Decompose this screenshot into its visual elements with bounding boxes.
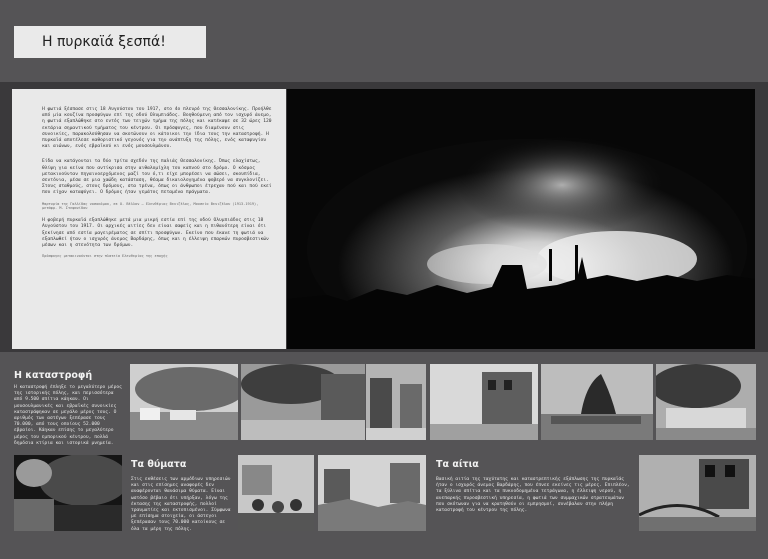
catastrophe-photo-3	[366, 364, 426, 440]
catastrophe-photo-1	[130, 364, 238, 440]
victims-fire-photo	[14, 455, 122, 531]
catastrophe-photo-6	[656, 364, 756, 440]
victims-text: Στις εκθέσεις των αρμόδιων υπηρεσιών και στις επίσημες αναφορές δεν αναφέρονται θανάσιμα θύματα. Είναι ωστόσο βέβαιο ότι υπήρξαν, λόγω της έκτασης της καταστροφής, πολλοί τραυματίες και εκτοπισμένοι. Σύμφωνα με επίσημα στοιχεία, οι άστεγοι ξεπέρασαν τους 70.000 κατοίκους σε όλα τα μέρη της πόλης.	[131, 477, 231, 532]
night-fire-image	[287, 89, 755, 349]
intro-paragraph-3: Η φοβερή πυρκαϊά εξαπλώθηκε μετά μια μικρή εστία επί της οδού Ολυμπιάδος στις 18 Αυγούστου του 1917. Οι αρχικές αιτίες δεν είναι σαφείς και η πιθανότερη είναι ότι ξεκίνησε από εστία μαγειρέματος σε σπίτι προσφύγων. Εκείνο που έκανε τη φωτιά να εξαπλωθεί ήταν ο ισχυρός άνεμος Βαρδάρης, όπως και η έλλειψη επαρκών πυροσβεστικών μέσων και η στενότητα των δρόμων.	[42, 218, 269, 249]
causes-title: Τα αίτια	[436, 459, 479, 470]
victims-crowd-photo	[238, 455, 314, 531]
intro-text-panel	[12, 89, 286, 349]
catastrophe-photo-2	[241, 364, 365, 440]
victims-title: Τα θύματα	[131, 459, 187, 470]
catastrophe-photo-4	[430, 364, 538, 440]
catastrophe-text: Η καταστροφή έπληξε το μεγαλύτερο μέρος της ιστορικής πόλης, και περισσότερα από 9.500 σπίτια κάηκαν. Οι μουσουλμανικές και εβραϊκές συνοικίες καταστράφηκαν σε μεγάλο μέρος τους. Ο αριθμός των αστέγων ξεπέρασε τους 70.000, από τους οποίους 52.000 εβραίοι. Κάηκαν επίσης το μεγαλύτερο μέρος του εμπορικού κέντρου, πολλά δημόσια κτίρια και ιστορικά μνημεία.	[14, 385, 122, 446]
header-title-box	[14, 26, 206, 58]
page-title: Η πυρκαϊά ξεσπά!	[42, 34, 166, 50]
intro-quote: Είδα να κατάγονται τα δύο τρίτα σχεδόν της παλιάς Θεσσαλονίκης. Όπως ελαχίστως, θλίψη για κείνα που αντίκρισα στην αιθαλομίχλη του καπνού στο δρόμο. Ο κόσμος μετακινούνταν πηγαινοερχόμενος μαζί του ό,τι είχε μπορέσει να σώσει, σκουπίδια, σεντόνια, μέσα σε μια χαώδη κατάσταση, θέαμα δικαιολογημένα φοβερό να συγκλονίζει. Στους σταθμούς, στους δρόμους, στα τρένα, όπως οι άνθρωποι έτρεχαν πού και πού εκεί που είχαν καταφύγει. Ο δρόμος ήταν γεμάτος πεταμένα πράγματα.	[42, 159, 272, 196]
victims-ruins-photo	[318, 455, 426, 531]
causes-firefighters-photo	[639, 455, 756, 531]
intro-caption-1: Μαρτυρία της Γαλλίδας νοσοκόμου, σε Ο. Βέλλον – Ελευθέριος Βενιζέλος, Μουσείο Βενιζέλου (1913-1919), μετάφρ. Μ. Στεφανίδου	[42, 201, 259, 211]
intro-paragraph-1: Η φωτιά ξέσπασε στις 18 Αυγούστου του 1917, στο 4ο πλευρό της Θεσσαλονίκης. Προήλθε από μία κουζίνα προσφύγων επί της οδού Ολυμπιάδος. Βοηθούμενη από τον ισχυρό άνεμο, η φωτιά εξαπλώθηκε στο εντός των τειχών τμήμα της πόλης και κατέκαψε σε 32 ώρες 120 εκτάρια σημαντικού τμήματος του κέντρου. Οι πρόσφυγες, που διαμένουν στις συνοικίες, παρακολούθησαν να σκοτώνουν οι κάτοικοι την ίδια τους την καταστροφή. Η πυρκαϊά αποτέλεσε καθοριστικό γεγονός για την ανάπτυξη της πόλης, ενός καταφυγίου και αιώνων, ενός εβραϊκού κι ενός μουσουλμάνου.	[42, 107, 272, 150]
catastrophe-title: Η καταστροφή	[14, 370, 93, 381]
catastrophe-photo-5	[541, 364, 653, 440]
causes-text: Βασική αιτία της ταχύτατης και καταστρεπτικής εξάπλωσης της πυρκαϊάς ήταν ο ισχυρός άνεμος Βαρδάρης, που έπνεε εκείνες τις μέρες. Επιπλέον, τα ξύλινα σπίτια και τα πυκνοδομημένα τετράγωνα, η έλλειψη νερού, η ανεπαρκής πυροσβεστική υπηρεσία, η φωτιά των συμμαχικών στρατευμάτων που σκότωναν για να κρατηθούν οι εμπρησμοί, συνέβαλαν στην πλήρη καταστροφή του κέντρου της πόλης.	[436, 477, 630, 514]
intro-caption-2: Πρόσφυγες μετακινούνται στην πλατεία Ελευθερίας της εποχής	[42, 254, 168, 259]
main-fire-photo	[287, 89, 755, 349]
